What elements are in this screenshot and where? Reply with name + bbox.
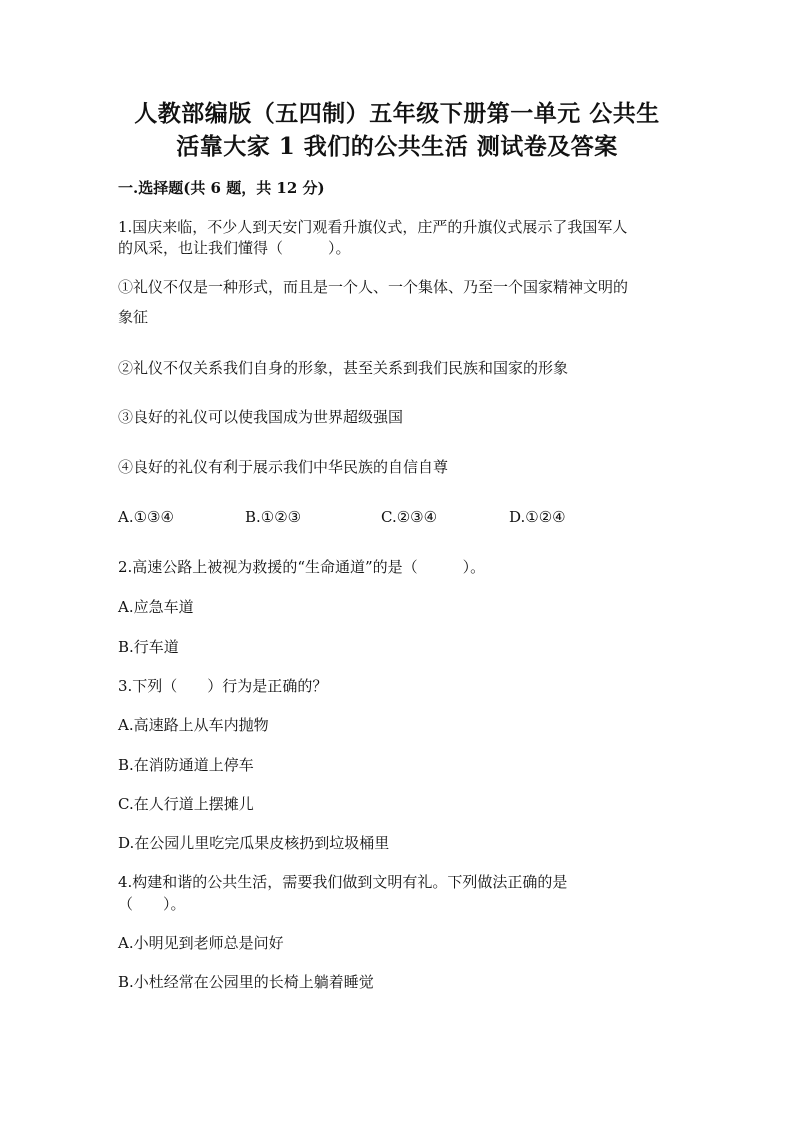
q4-stem-line-2: （ ）。 [118,895,186,913]
q1-statement-1-line-1: ①礼仪不仅是一种形式，而且是一个人、一个集体、乃至一个国家精神文明的 [118,278,629,296]
q1-statement-2: ②礼仪不仅关系我们自身的形象，甚至关系到我们民族和国家的形象 [118,359,569,377]
q4-stem-line-1: 4.构建和谐的公共生活，需要我们做到文明有礼。下列做法正确的是 [118,873,568,891]
q4-option-a: A.小明见到老师总是问好 [118,934,284,952]
q3-option-a: A.高速路上从车内抛物 [118,716,269,734]
q1-option-c: C.②③④ [381,508,438,526]
title-line-1: 人教部编版（五四制）五年级下册第一单元 公共生 [134,100,660,127]
document-title [100,97,694,163]
q3-option-d: D.在公园儿里吃完瓜果皮核扔到垃圾桶里 [118,834,390,852]
q4-option-b: B.小杜经常在公园里的长椅上躺着睡觉 [118,973,374,991]
section-heading: 一.选择题(共 6 题，共 12 分) [118,179,325,197]
title-line-2: 活靠大家 1 我们的公共生活 测试卷及答案 [176,133,618,160]
q1-stem-line-2: 的风采，也让我们懂得（ ）。 [118,239,351,257]
q2-stem: 2.高速公路上被视为救援的“生命通道”的是（ ）。 [118,558,486,576]
q1-stem-line-1: 1.国庆来临，不少人到天安门观看升旗仪式，庄严的升旗仪式展示了我国军人 [118,218,628,236]
q3-option-b: B.在消防通道上停车 [118,756,254,774]
q1-option-a: A.①③④ [118,508,174,526]
q2-option-b: B.行车道 [118,638,179,656]
q1-statement-3: ③良好的礼仪可以使我国成为世界超级强国 [118,408,404,426]
q1-option-b: B.①②③ [245,508,302,526]
q2-option-a: A.应急车道 [118,598,194,616]
q3-option-c: C.在人行道上摆摊儿 [118,795,254,813]
q1-option-d: D.①②④ [509,508,566,526]
q1-statement-1-line-2: 象征 [118,308,149,326]
q1-statement-4: ④良好的礼仪有利于展示我们中华民族的自信自尊 [118,458,449,476]
q3-stem: 3.下列（ ）行为是正确的？ [118,677,328,695]
